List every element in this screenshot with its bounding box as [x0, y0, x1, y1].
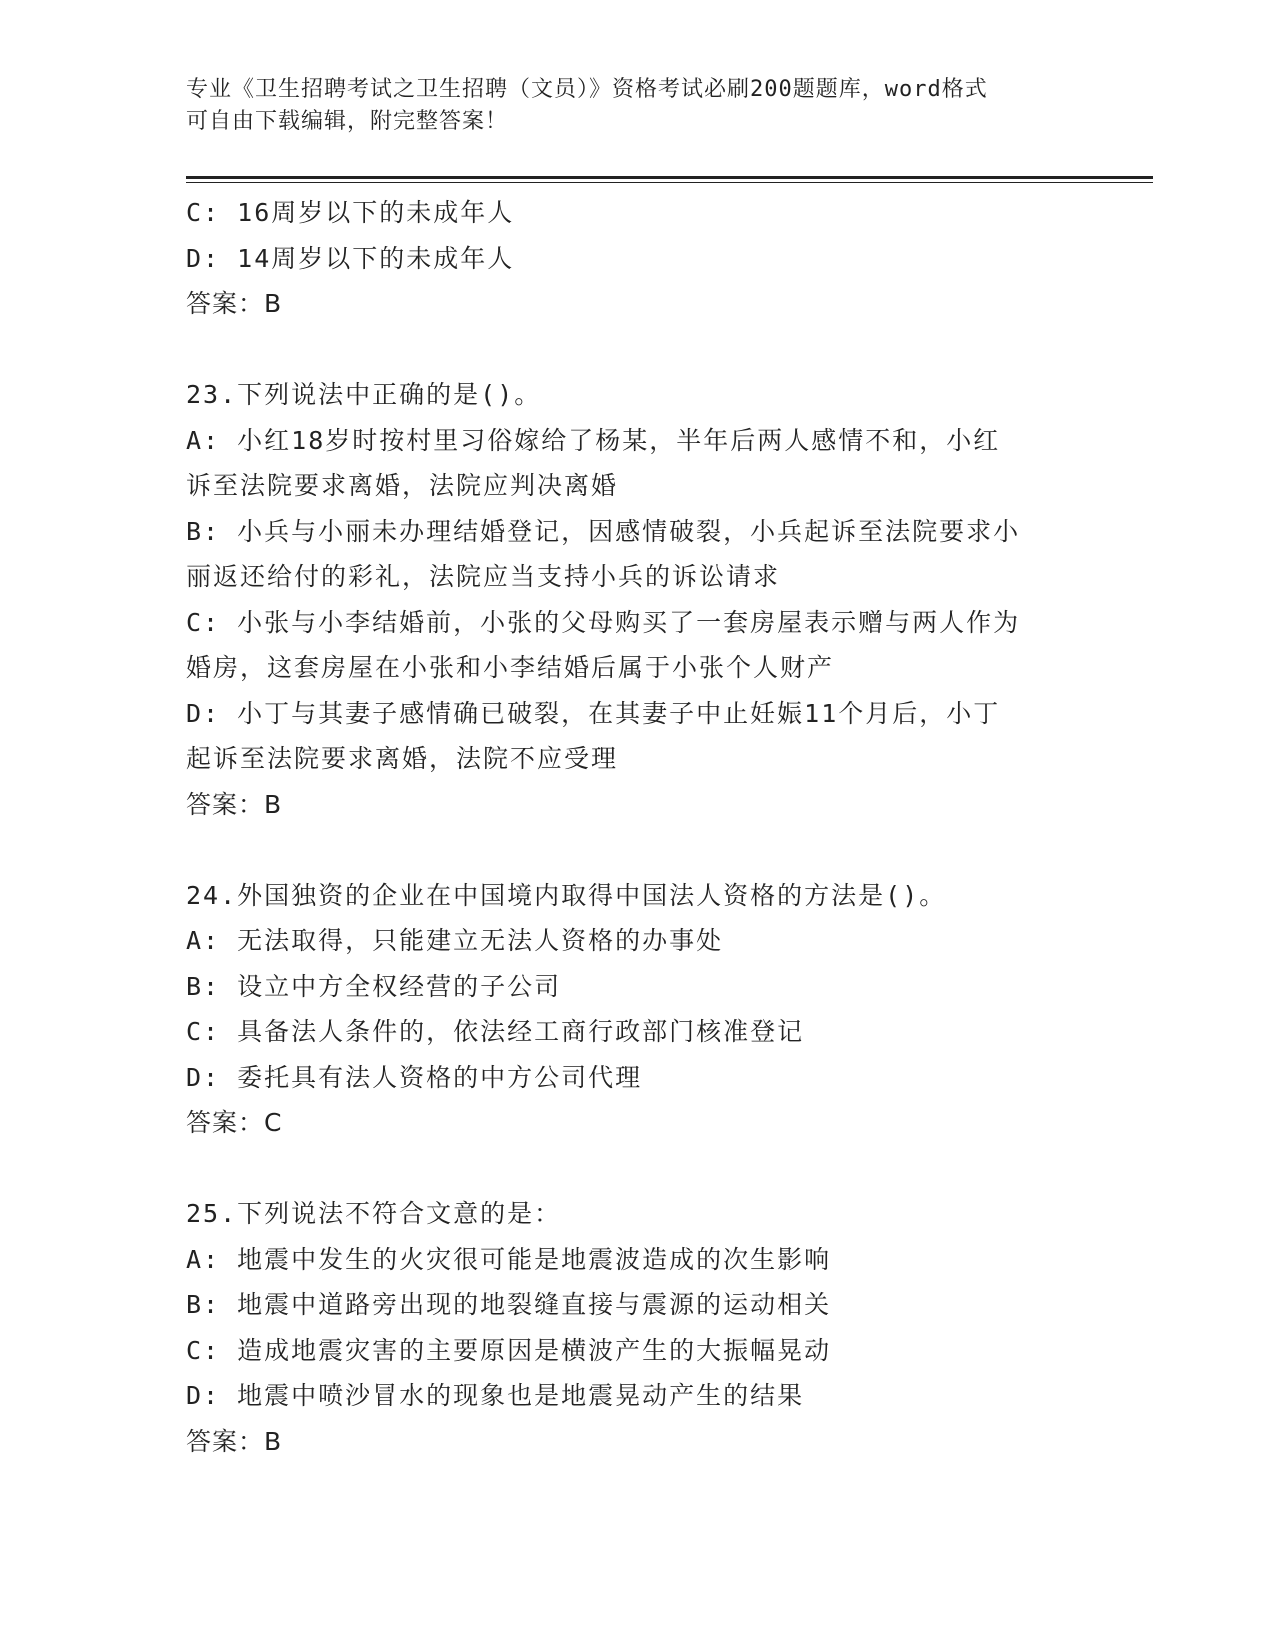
option-b-line-2: 丽返还给付的彩礼，法院应当支持小兵的诉讼请求	[186, 562, 781, 591]
question-24	[186, 873, 1066, 1146]
option-b: B: 地震中道路旁出现的地裂缝直接与震源的运动相关	[186, 1290, 832, 1319]
option-d: D: 地震中喷沙冒水的现象也是地震晃动产生的结果	[186, 1381, 805, 1410]
answer-line: 答案：C	[186, 1108, 283, 1137]
question-23	[186, 372, 1066, 827]
option-b-line-1: B: 小兵与小丽未办理结婚登记，因感情破裂，小兵起诉至法院要求小	[186, 516, 1021, 546]
option-c-line-1: C: 小张与小李结婚前，小张的父母购买了一套房屋表示赠与两人作为	[186, 607, 1021, 637]
question-content	[186, 190, 1066, 1464]
option-d: D: 委托具有法人资格的中方公司代理	[186, 1062, 643, 1092]
option-c: C: 16周岁以下的未成年人	[186, 198, 515, 227]
spacer	[186, 827, 1066, 873]
option-a: A: 无法取得，只能建立无法人资格的办事处	[186, 926, 724, 955]
option-d-line-2: 起诉至法院要求离婚，法院不应受理	[186, 744, 619, 773]
option-d: D: 14周岁以下的未成年人	[186, 243, 515, 273]
option-a-line-1: A: 小红18岁时按村里习俗嫁给了杨某，半年后两人感情不和，小红	[186, 425, 1001, 455]
question-stem: 23.下列说法中正确的是()。	[186, 380, 542, 409]
question-stem: 24.外国独资的企业在中国境内取得中国法人资格的方法是()。	[186, 880, 947, 910]
option-b: B: 设立中方全权经营的子公司	[186, 971, 562, 1001]
header-rule-thick	[186, 176, 1153, 179]
answer-line: 答案：B	[186, 289, 283, 318]
answer-line: 答案：B	[186, 789, 283, 819]
option-c-line-2: 婚房，这套房屋在小张和小李结婚后属于小张个人财产	[186, 653, 835, 682]
prev-question-block	[186, 190, 1066, 327]
header-line-1: 专业《卫生招聘考试之卫生招聘（文员）》资格考试必刷200题题库，word格式	[186, 77, 988, 102]
spacer	[186, 1146, 1066, 1192]
document-header	[186, 74, 1086, 138]
question-25	[186, 1191, 1066, 1464]
option-d-line-1: D: 小丁与其妻子感情确已破裂，在其妻子中止妊娠11个月后，小丁	[186, 698, 1001, 728]
header-rule-thin	[186, 182, 1153, 183]
option-a: A: 地震中发生的火灾很可能是地震波造成的次生影响	[186, 1244, 832, 1274]
header-line-2: 可自由下载编辑，附完整答案！	[186, 109, 509, 134]
option-a-line-2: 诉至法院要求离婚，法院应判决离婚	[186, 471, 619, 500]
option-c: C: 具备法人条件的，依法经工商行政部门核准登记	[186, 1017, 805, 1046]
question-stem: 25.下列说法不符合文意的是：	[186, 1199, 562, 1228]
answer-line: 答案：B	[186, 1426, 283, 1456]
spacer	[186, 327, 1066, 373]
option-c: C: 造成地震灾害的主要原因是横波产生的大振幅晃动	[186, 1335, 832, 1365]
